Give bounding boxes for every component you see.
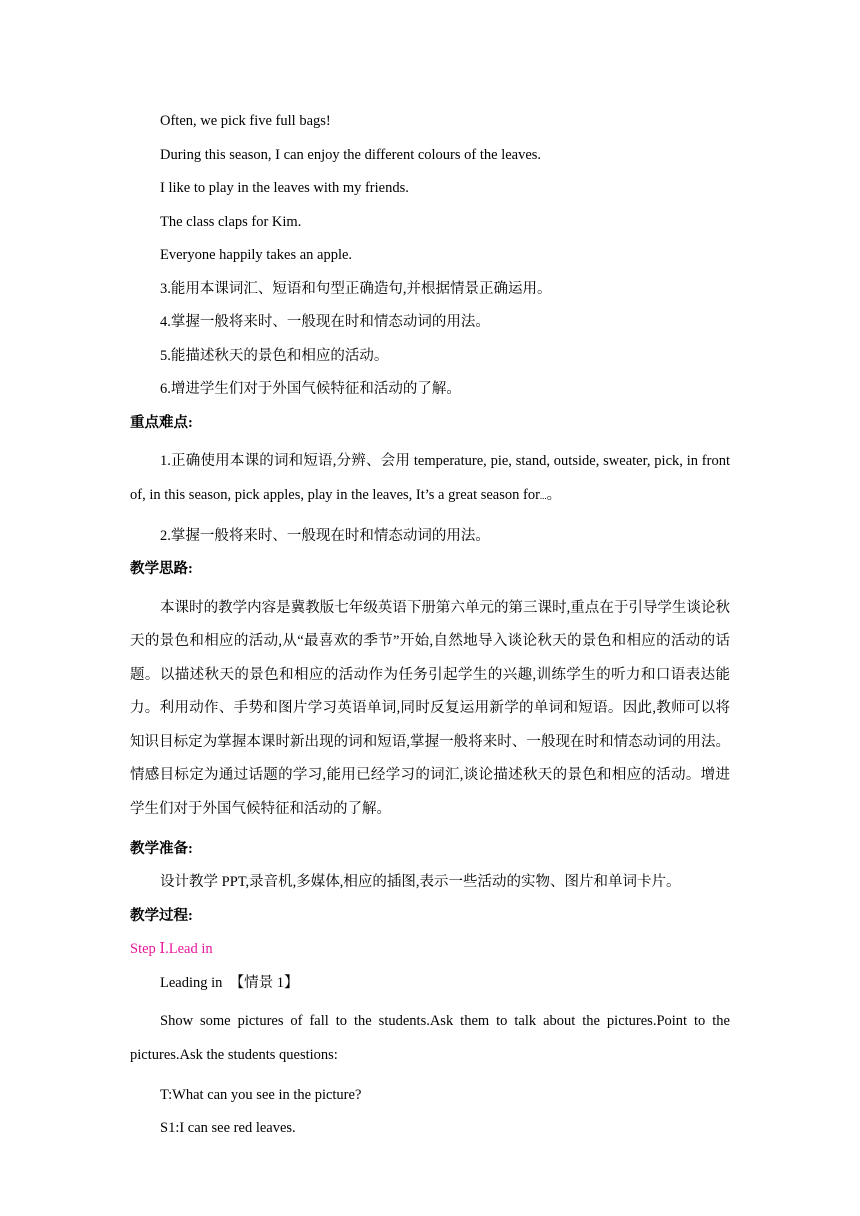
key-point-text: 1.正确使用本课的词和短语,分辨、会用 temperature, pie, stand, outside, sweater, pick, in front of, in this season, pick apples, play in the leaves, It’s a great season for [130,453,730,503]
teaching-idea-paragraph: 本课时的教学内容是冀教版七年级英语下册第六单元的第三课时,重点在于引导学生谈论秋天的景色和相应的活动,从“最喜欢的季节”开始,自然地导入谈论秋天的景色和相应的活动的话题。以描述秋天的景色和相应的活动作为任务引起学生的兴趣,训练学生的听力和口语表达能力。利用动作、手势和图片学习英语单词,同时反复运用新学的单词和短语。因此,教师可以将知识目标定为掌握本课时新出现的词和短语,掌握一般将来时、一般现在时和情态动词的用法。情感目标定为通过话题的学习,能用已经学习的词汇,谈论描述秋天的景色和相应的活动。增进学生们对于外国气候特征和活动的了解。 [130,599,730,817]
preparation-heading: 教学准备: [130,840,193,857]
instruction-paragraph: Show some pictures of fall to the students.Ask them to talk about the pictures.Point to the pictures.Ask the students questions: [130,1013,730,1063]
key-points-heading: 重点难点: [130,414,193,431]
objective-line: 6.增进学生们对于外国气候特征和活动的了解。 [160,381,461,397]
teaching-idea-heading: 教学思路: [130,561,193,577]
objective-line: 5.能描述秋天的景色和相应的活动。 [160,347,389,364]
teacher-question: T:What can you see in the picture? [160,1086,362,1103]
document-body [130,110,730,1151]
text-line: Often, we pick five full bags! [160,113,331,129]
key-point-item [130,445,730,513]
ellipsis: ... [539,490,547,501]
student-answer: S1:I can see red leaves. [160,1120,296,1136]
step-heading: Step Ⅰ.Lead in [130,941,213,957]
key-point-item: 2.掌握一般将来时、一般现在时和情态动词的用法。 [160,527,490,544]
objective-line: 4.掌握一般将来时、一般现在时和情态动词的用法。 [160,314,490,330]
objective-line: 3.能用本课词汇、短语和句型正确造句,并根据情景正确运用。 [160,280,552,297]
key-point-end: 。 [546,486,562,503]
text-line: Everyone happily takes an apple. [160,247,353,263]
preparation-paragraph: 设计教学 PPT,录音机,多媒体,相应的插图,表示一些活动的实物、图片和单词卡片。 [160,874,681,890]
process-heading: 教学过程: [130,907,193,924]
leading-in-line: Leading in 【情景 1】 [160,974,299,991]
text-line: During this season, I can enjoy the different colours of the leaves. [160,146,542,163]
text-line: The class claps for Kim. [160,213,302,230]
text-line: I like to play in the leaves with my friends. [160,180,409,196]
